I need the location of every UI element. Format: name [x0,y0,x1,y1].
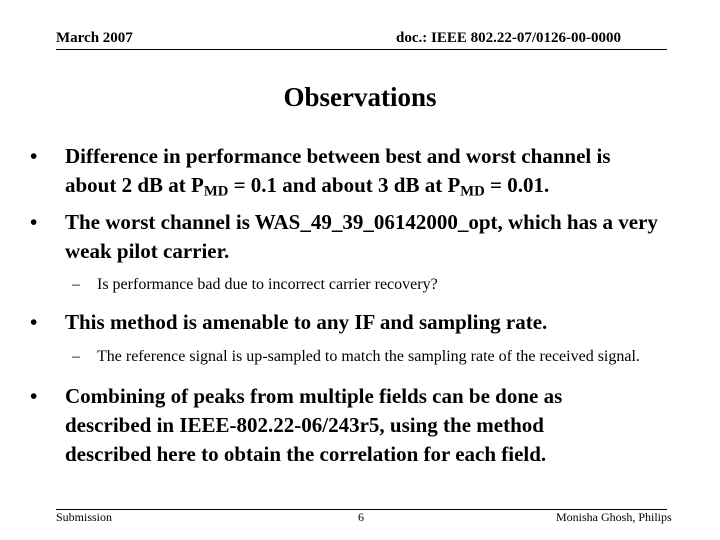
bullet-1-subscript-1: MD [203,183,229,200]
bullet-marker: • [30,144,38,168]
bullet-1-part-a: about 2 dB at P [65,173,204,197]
slide-title [0,82,720,113]
bullet-1-part-c: = 0.01. [484,173,550,197]
sub-bullet-3 [30,346,657,368]
bullet-3-text: This method is amenable to any IF and sampling rate. [65,309,548,334]
sub-bullet-marker: – [72,275,80,293]
bullet-4 [30,382,635,469]
sub-bullet-3-text: The reference signal is up-sampled to match the sampling rate of the received signal. [97,347,640,365]
bullet-marker: • [30,209,38,234]
bullet-2 [30,208,702,266]
bullet-2-text: The worst channel is WAS_49_39_06142000_opt, which has a very weak pilot carrier. [65,209,658,263]
bullet-3 [30,308,702,337]
bullet-4-text: Combining of peaks from multiple fields can be done as described in IEEE-802.22-06/243r5, using the method described here to obtain the correlation for each field. [65,383,563,466]
bullet-marker: • [30,383,38,408]
header-doc-id: doc.: IEEE 802.22-07/0126-00-0000 [396,30,621,46]
bullet-1-part-b: = 0.1 and about 3 dB at P [228,173,461,197]
bullet-1-subscript-2: MD [460,183,485,200]
slide-title-text: Observations [283,82,437,112]
footer-page-number: 6 [358,510,364,524]
bullet-1 [30,142,702,207]
sub-bullet-2 [30,274,702,296]
sub-bullet-marker: – [72,347,80,365]
footer-submission: Submission [56,510,113,524]
header-rule [56,49,667,50]
sub-bullet-2-text: Is performance bad due to incorrect carrier recovery? [97,275,438,293]
header-date: March 2007 [56,30,133,46]
slide-body [30,142,702,469]
bullet-marker: • [30,309,38,334]
bullet-1-line1: Difference in performance between best and worst channel is [65,144,611,168]
footer-author: Monisha Ghosh, Philips [556,510,672,524]
